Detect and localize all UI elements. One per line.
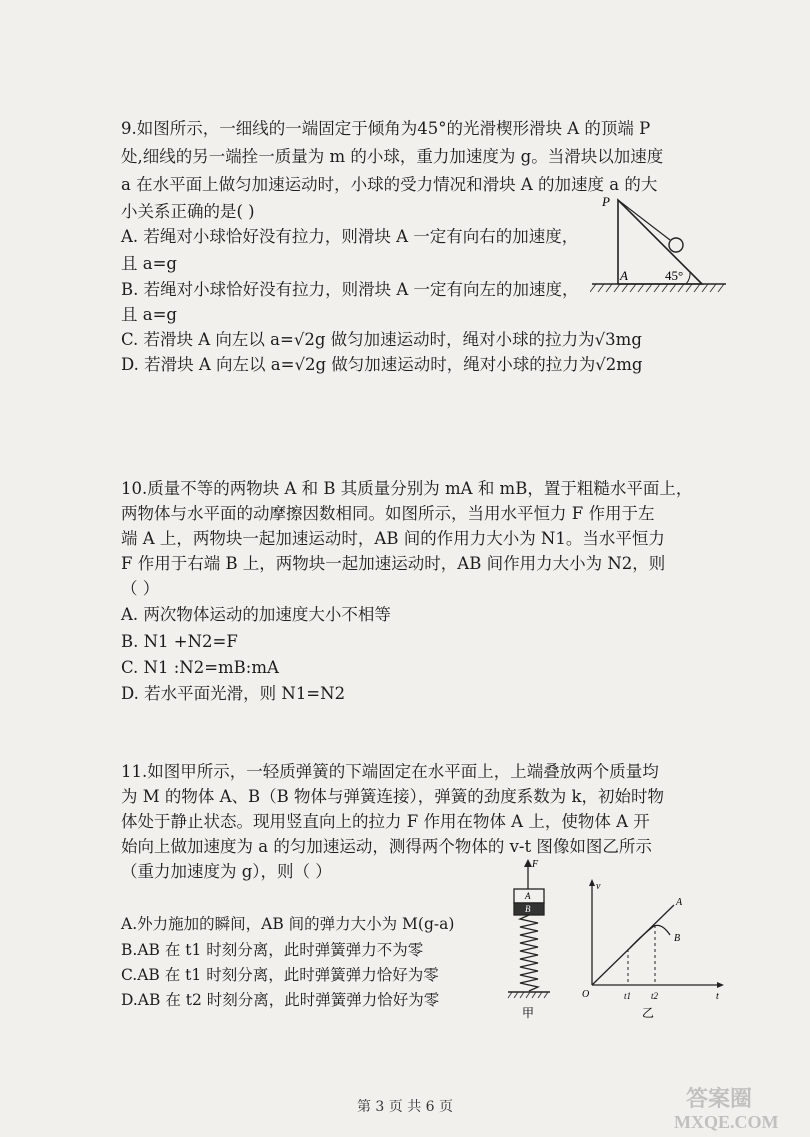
q9-option-d: D. 若滑块 A 向左以 a=√2g 做匀加速运动时，绳对小球的拉力为√2mg xyxy=(121,355,643,374)
q11-stem-line-4: 始向上做加速度为 a 的匀加速运动，测得两个物体的 v-t 图像如图乙所示 xyxy=(121,837,652,856)
q9-option-b: B. 若绳对小球恰好没有拉力，则滑块 A 一定有向左的加速度， xyxy=(121,280,579,299)
q10-stem-line-1: 10.质量不等的两物块 A 和 B 其质量分别为 mA 和 mB，置于粗糙水平面上， xyxy=(121,479,693,498)
q11-label-f: F xyxy=(532,859,539,870)
q11-caption-yi: 乙 xyxy=(642,1006,655,1020)
q9-option-a: A. 若绳对小球恰好没有拉力，则滑块 A 一定有向右的加速度， xyxy=(121,227,579,246)
q11-curve-b xyxy=(630,925,670,948)
q9-wedge-figure xyxy=(590,188,730,298)
q11-label-line-a: A xyxy=(676,897,683,908)
q11-vt-graph xyxy=(578,875,728,1025)
q9-stem-line-4: 小关系正确的是( ) xyxy=(121,202,255,221)
q9-option-a-cont: 且 a=g xyxy=(121,254,177,273)
q9-stem-line-1: 9.如图所示，一细线的一端固定于倾角为45°的光滑楔形滑块 A 的顶端 P xyxy=(121,119,651,138)
q11-option-d: D.AB 在 t2 时刻分离，此时弹簧弹力恰好为零 xyxy=(121,991,440,1009)
q10-stem-line-3: 端 A 上，两物块一起加速运动时，AB 间的作用力大小为 N1。当水平恒力 xyxy=(121,529,665,548)
q11-caption-jia: 甲 xyxy=(522,1006,535,1020)
q11-spring-figure xyxy=(490,855,570,1027)
q11-option-b: B.AB 在 t1 时刻分离，此时弹簧弹力不为零 xyxy=(121,941,424,959)
q10-option-a: A. 两次物体运动的加速度大小不相等 xyxy=(121,605,391,624)
watermark-line-2: MXQE.COM xyxy=(674,1112,779,1132)
q11-option-a: A.外力施加的瞬间，AB 间的弹力大小为 M(g-a) xyxy=(121,915,455,933)
q11-label-b: B xyxy=(525,904,531,914)
q9-label-angle: 45° xyxy=(665,268,684,283)
page-number: 第 3 页 共 6 页 xyxy=(356,1099,454,1115)
q10-option-b: B. N1 +N2=F xyxy=(121,632,238,651)
q11-origin: O xyxy=(582,989,590,1000)
q11-stem-line-1: 11.如图甲所示，一轻质弹簧的下端固定在水平面上，上端叠放两个质量均 xyxy=(121,762,659,781)
q9-stem-line-3: a 在水平面上做匀加速运动时，小球的受力情况和滑块 A 的加速度 a 的大 xyxy=(121,175,658,194)
q9-label-a: A xyxy=(620,268,628,283)
q11-stem-line-3: 体处于静止状态。现用竖直向上的拉力 F 作用在物体 A 上，使物体 A 开 xyxy=(121,812,650,831)
q11-spring xyxy=(520,915,538,991)
q11-axis-v: v xyxy=(596,881,601,892)
q11-stem-line-5: （重力加速度为 g），则（ ） xyxy=(121,862,332,881)
q11-axis-t: t xyxy=(716,991,719,1002)
q9-stem-line-2: 处,细线的另一端拴一质量为 m 的小球，重力加速度为 g。当滑块以加速度 xyxy=(121,147,664,166)
q10-stem-line-5: （ ） xyxy=(121,579,160,598)
q11-tick-t2: t2 xyxy=(651,991,659,1001)
q9-option-b-cont: 且 a=g xyxy=(121,305,177,324)
q11-option-c: C.AB 在 t1 时刻分离，此时弹簧弹力恰好为零 xyxy=(121,966,439,984)
q10-option-c: C. N1 :N2=mB:mA xyxy=(121,658,279,677)
q11-label-a: A xyxy=(525,891,531,901)
watermark-logo xyxy=(668,1082,798,1134)
q11-stem-line-2: 为 M 的物体 A、B（B 物体与弹簧连接），弹簧的劲度系数为 k，初始时物 xyxy=(121,787,665,806)
q10-stem-line-4: F 作用于右端 B 上，两物块一起加速运动时，AB 间作用力大小为 N2，则 xyxy=(121,554,666,573)
watermark-line-1: 答案圈 xyxy=(686,1086,753,1111)
q9-option-c: C. 若滑块 A 向左以 a=√2g 做匀加速运动时，绳对小球的拉力为√3mg xyxy=(121,330,642,349)
q10-stem-line-2: 两物体与水平面的动摩擦因数相同。如图所示，当用水平恒力 F 作用于左 xyxy=(121,504,655,523)
q10-option-d: D. 若水平面光滑，则 N1=N2 xyxy=(121,684,346,703)
q11-label-curve-b: B xyxy=(674,933,681,944)
q11-tick-t1: t1 xyxy=(624,991,632,1001)
q9-label-p: P xyxy=(602,194,610,209)
q9-ball xyxy=(669,238,683,252)
